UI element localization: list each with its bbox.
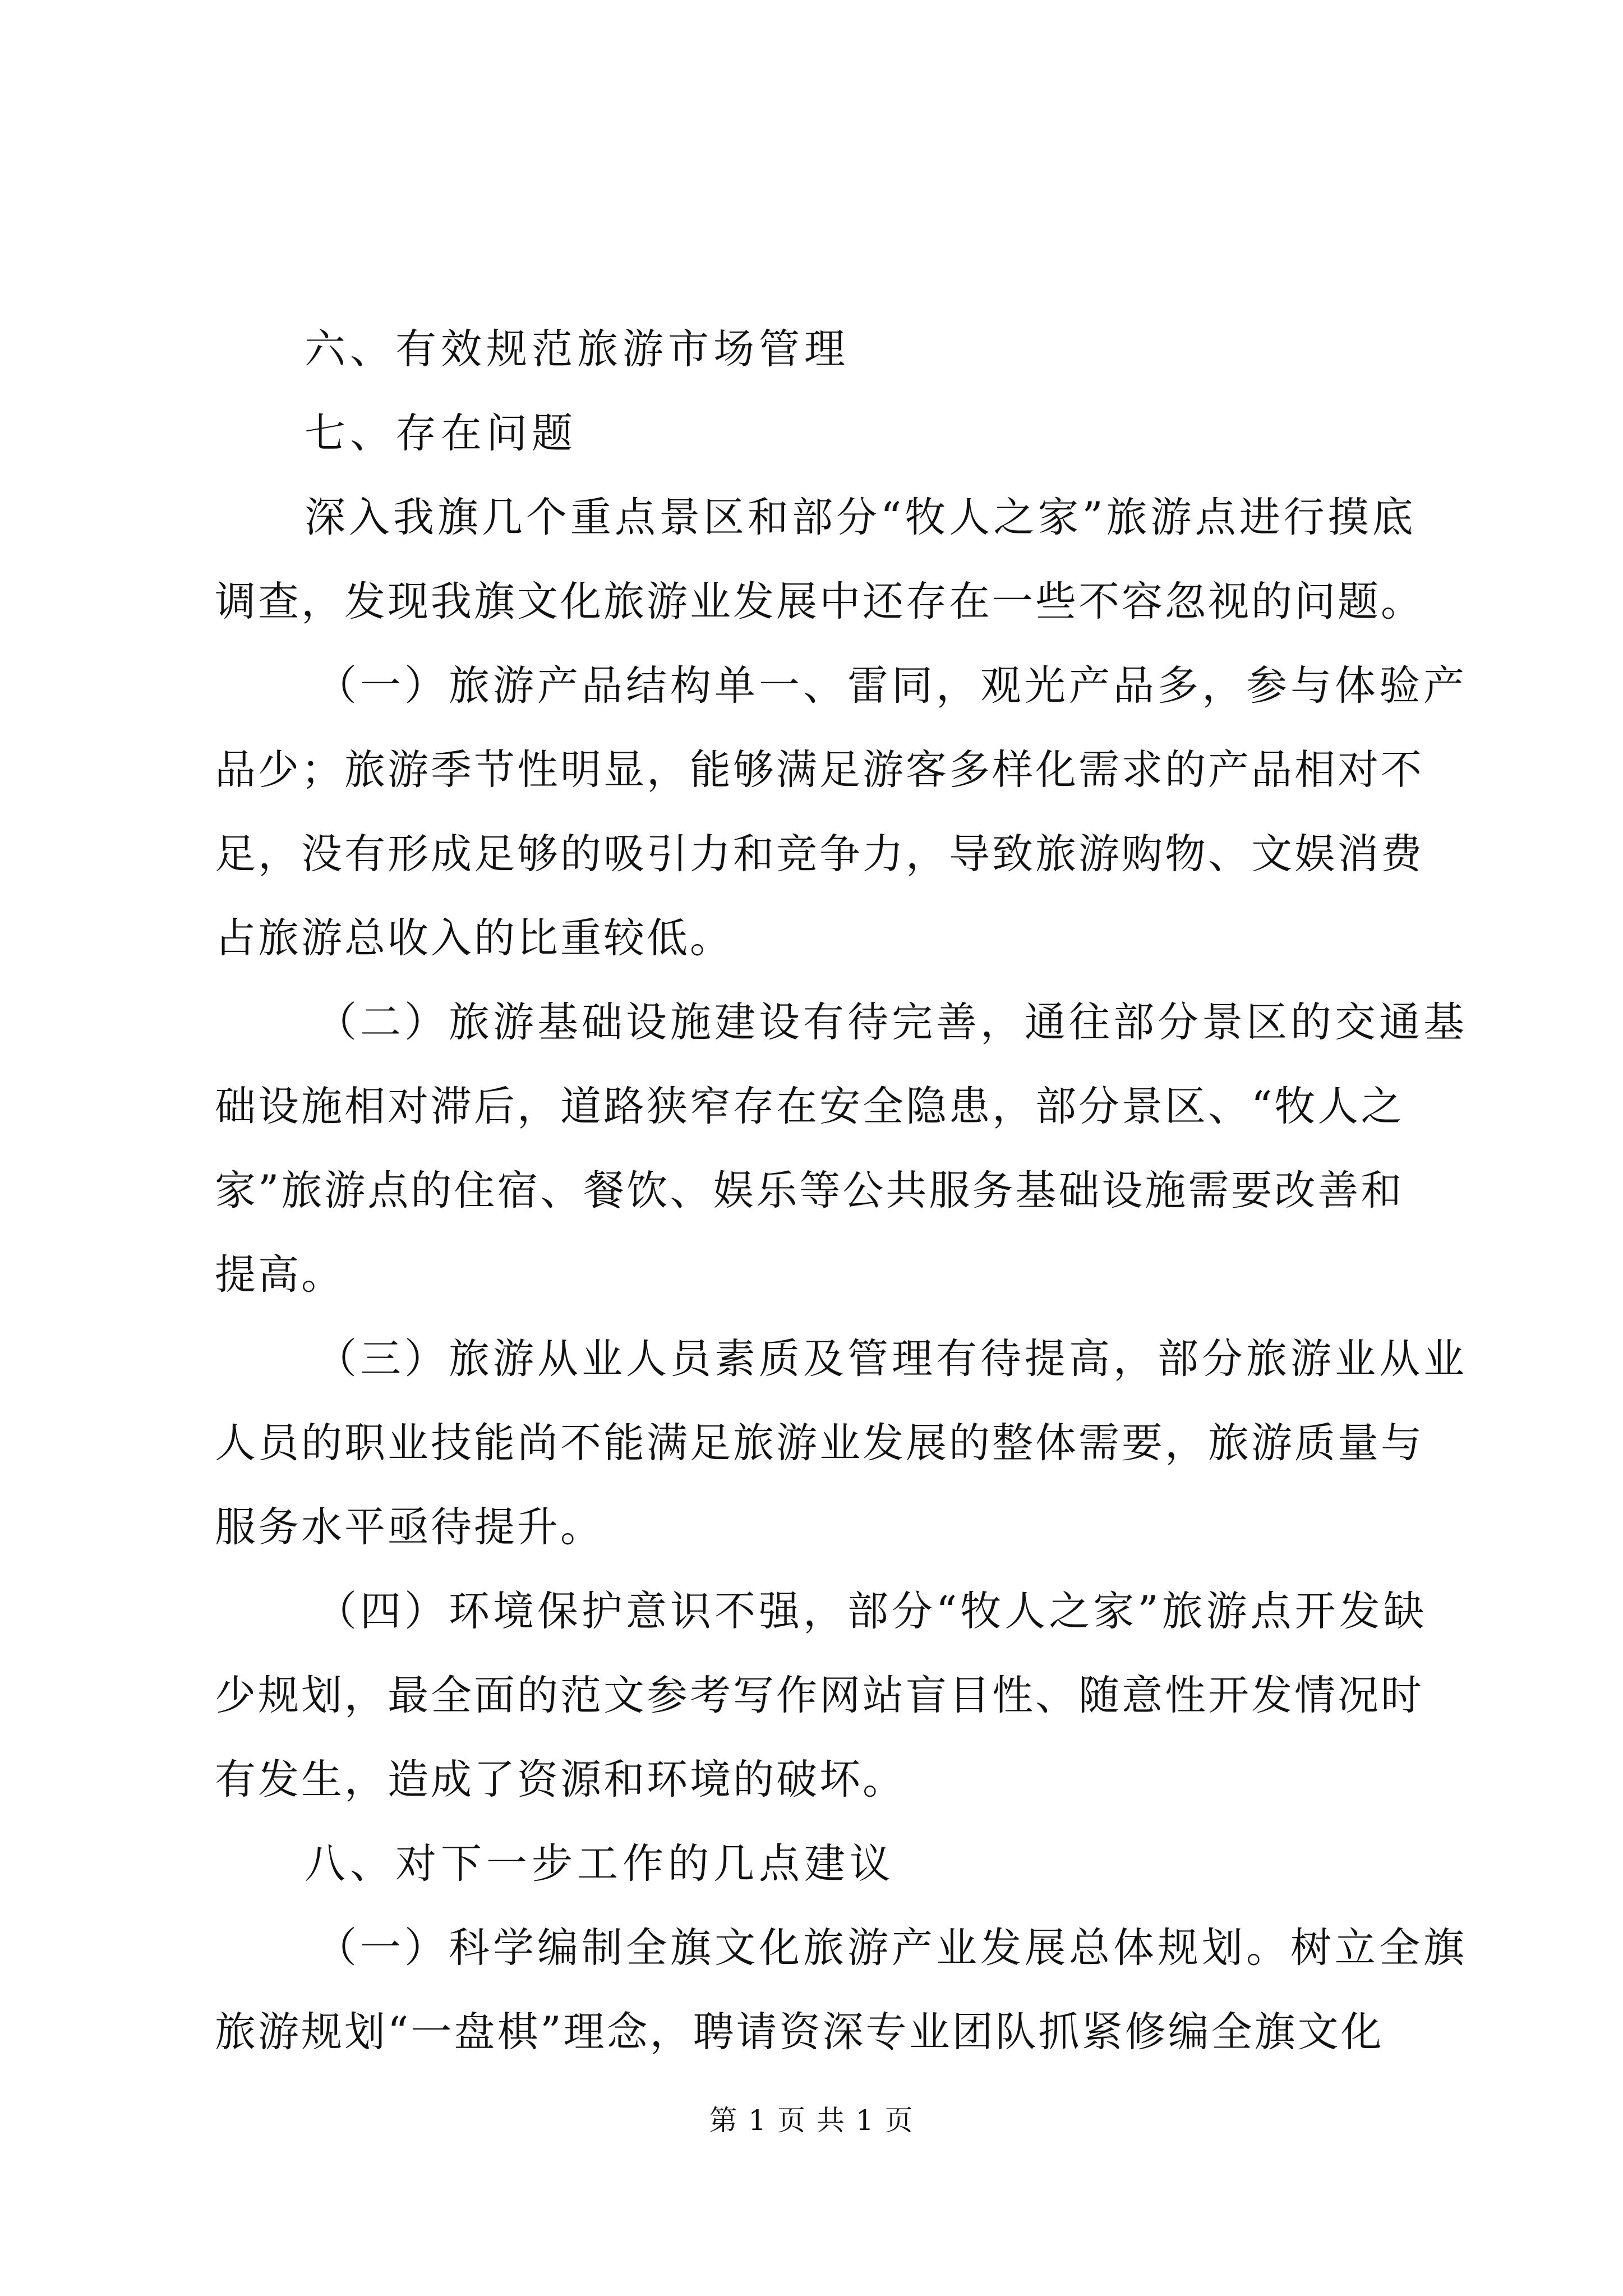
heading-section-7: 七、存在问题 [305,409,577,457]
paragraph-line: 调查，发现我旗文化旅游业发展中还存在一些不容忽视的问题。 [215,578,1424,625]
heading-section-8: 八、对下一步工作的几点建议 [305,1840,895,1888]
heading-section-6: 六、有效规范旅游市场管理 [305,325,850,373]
paragraph-line: （二）旅游基础设施建设有待完善，通往部分景区的交通基 [316,999,1468,1046]
paragraph-line: （一）旅游产品结构单一、雷同，观光产品多，参与体验产 [316,662,1468,710]
paragraph-line: （四）环境保护意识不强，部分“牧人之家”旅游点开发缺 [316,1588,1428,1635]
paragraph-line: （三）旅游从业人员素质及管理有待提高，部分旅游业从业 [316,1335,1468,1383]
paragraph-line: 旅游规划“一盘棋”理念，聘请资深专业团队抓紧修编全旗文化 [215,2008,1384,2056]
paragraph-line: 深入我旗几个重点景区和部分“牧人之家”旅游点进行摸底 [305,494,1417,541]
paragraph-line: 提高。 [215,1251,344,1299]
paragraph-line: 足，没有形成足够的吸引力和竞争力，导致旅游购物、文娱消费 [215,830,1424,878]
paragraph-line: 占旅游总收入的比重较低。 [215,914,733,962]
paragraph-line: 础设施相对滞后，道路狭窄存在安全隐患，部分景区、“牧人之 [215,1083,1404,1130]
paragraph-line: 服务水平亟待提升。 [215,1503,603,1551]
paragraph-line: 人员的职业技能尚不能满足旅游业发展的整体需要，旅游质量与 [215,1419,1424,1467]
paragraph-line: 家”旅游点的住宿、餐饮、娱乐等公共服务基础设施需要改善和 [215,1167,1404,1214]
paragraph-line: 品少；旅游季节性明显，能够满足游客多样化需求的产品相对不 [215,746,1424,794]
paragraph-line: （一）科学编制全旗文化旅游产业发展总体规划。树立全旗 [316,1924,1468,1972]
page-footer: 第 1 页 共 1 页 [709,2104,914,2137]
document-body [215,307,1468,2074]
paragraph-line: 少规划，最全面的范文参考写作网站盲目性、随意性开发情况时 [215,1672,1424,1719]
paragraph-line: 有发生，造成了资源和环境的破坏。 [215,1756,906,1803]
